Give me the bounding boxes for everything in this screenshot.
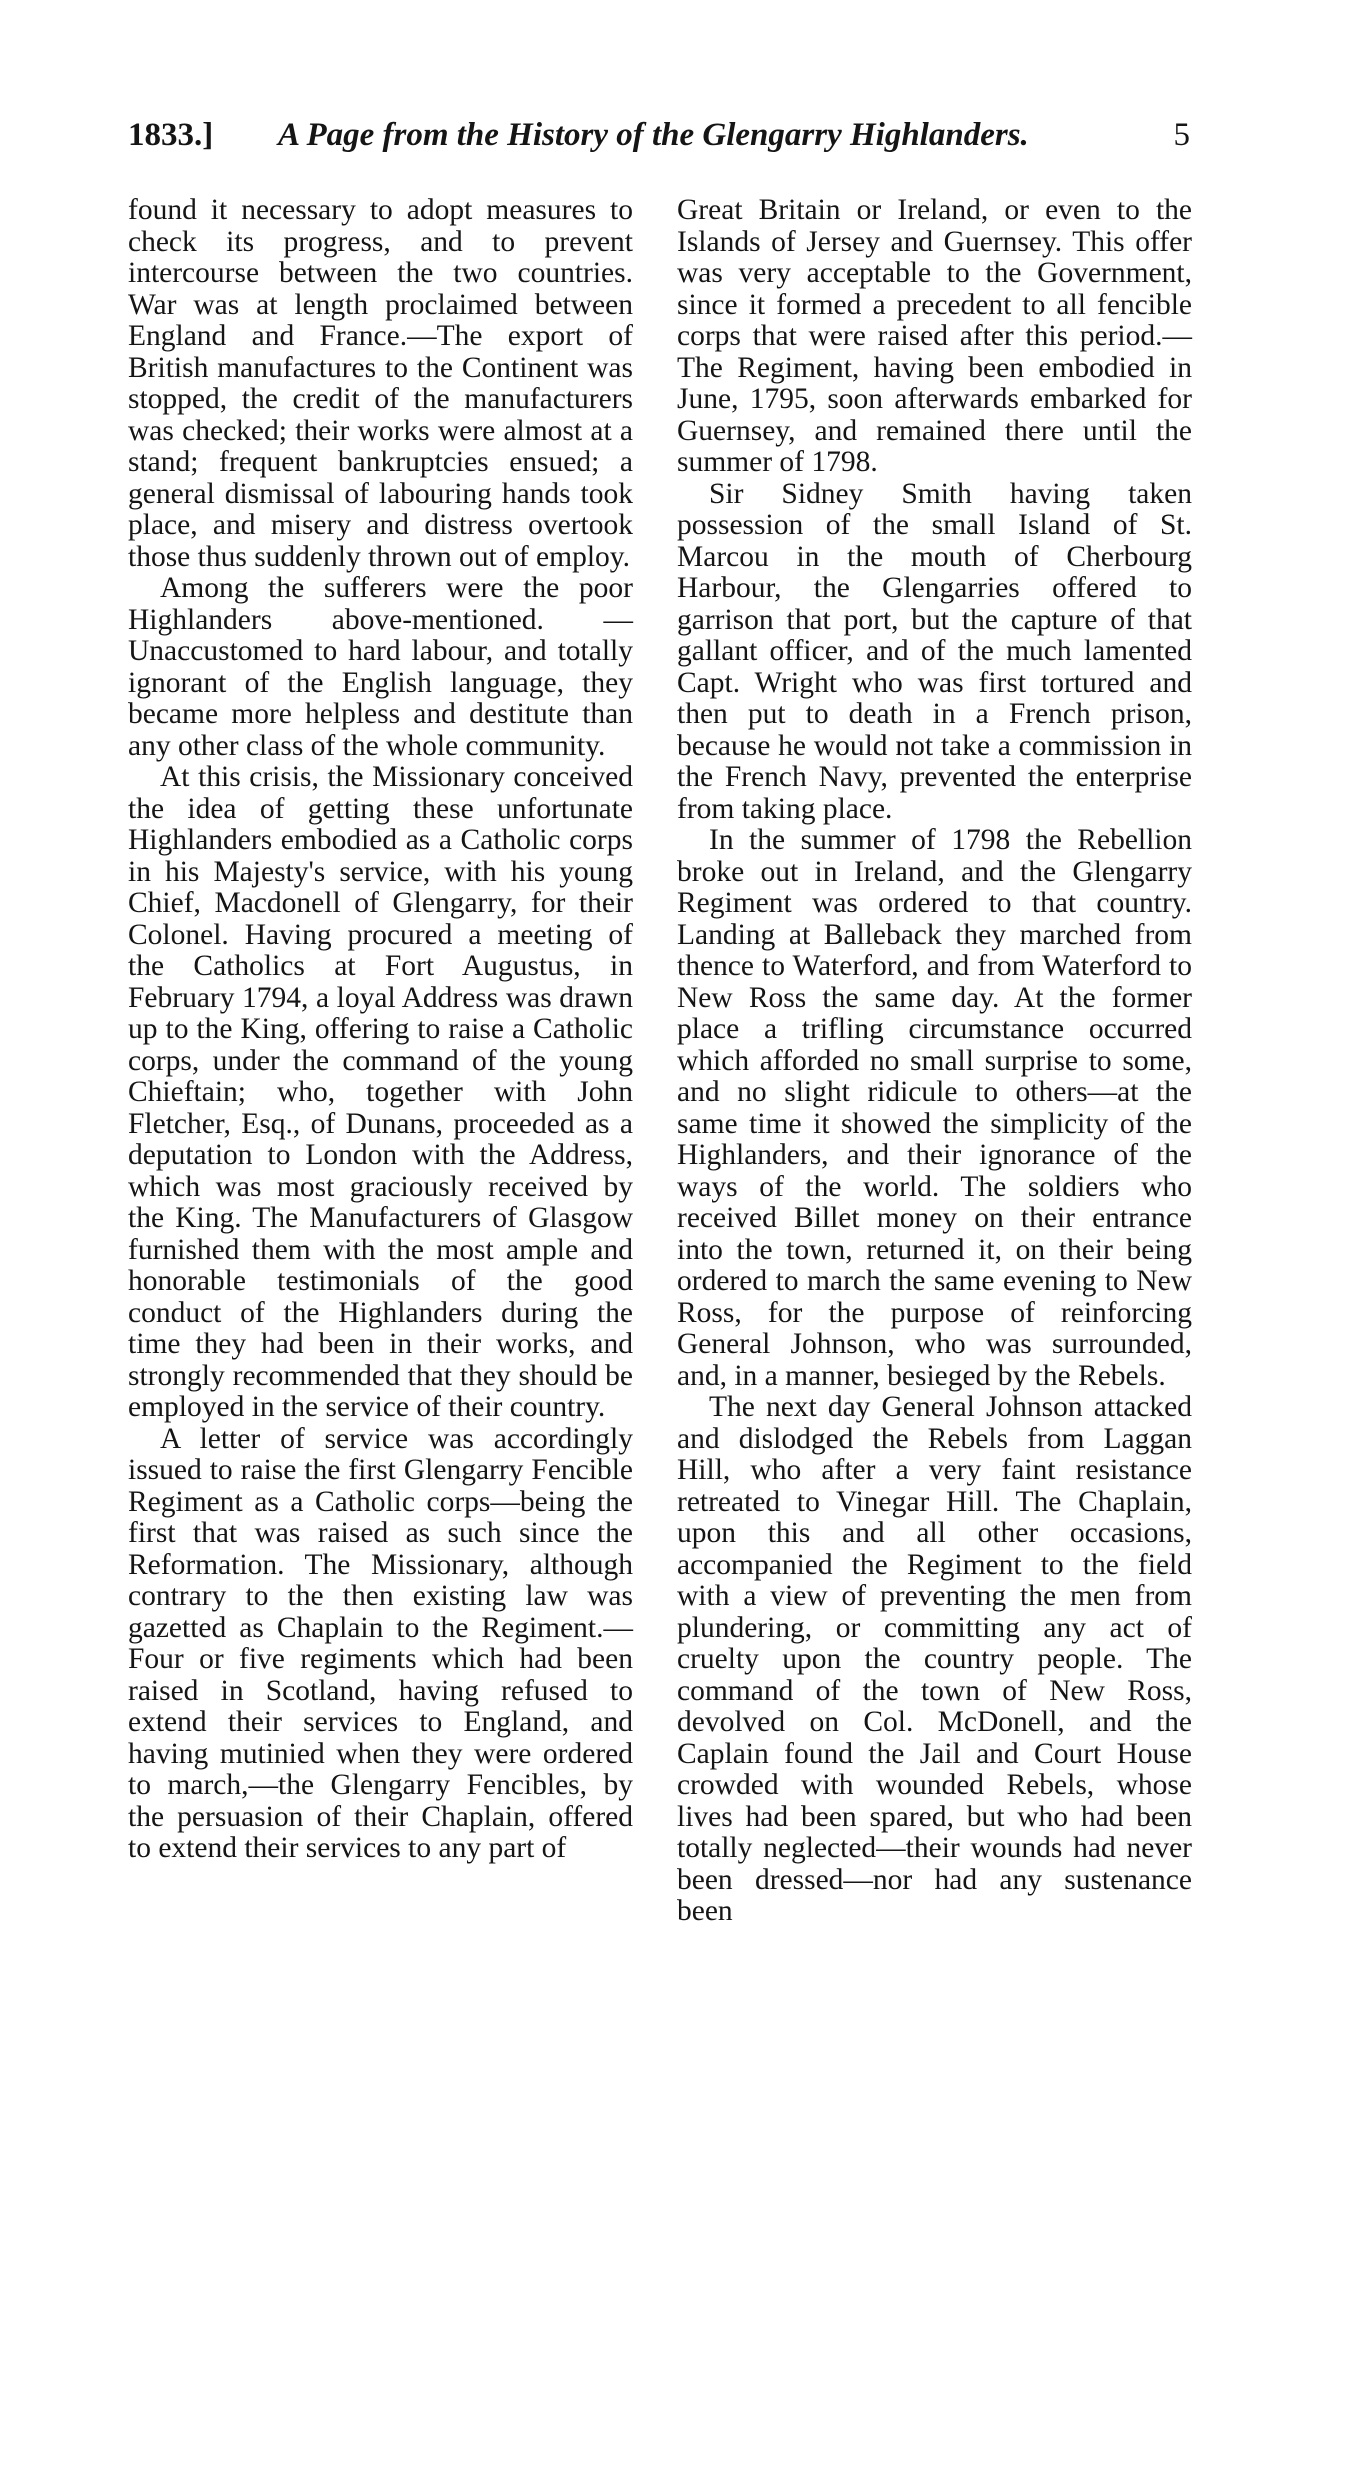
paragraph-left-2: Among the sufferers were the poor Highlanders above-mentioned. —Unaccustomed to hard labour, and totally ignorant of the English language, they became more helpless and destitute than any other class of the whole community. — [128, 572, 633, 762]
left-column — [128, 195, 633, 1865]
paragraph-left-4: A letter of service was accordingly issued to raise the first Glengarry Fencible Regiment as a Catholic corps—being the first that was raised as such since the Reformation. The Missionary, although contrary to the then existing law was gazetted as Chaplain to the Regiment.—Four or five regiments which had been raised in Scotland, having refused to extend their services to England, and having mutinied when they were ordered to march,—the Glengarry Fencibles, by the persuasion of their Chaplain, offered to extend their services to any part of — [128, 1422, 633, 1864]
running-header — [128, 110, 1190, 160]
paragraph-right-4: The next day General Johnson attacked and dislodged the Rebels from Laggan Hill, who after a very faint resistance retreated to Vinegar Hill. The Chaplain, upon this and all other occasions, accompanied the Regiment to the field with a view of preventing the men from plundering, or committing any act of cruelty upon the country people. The command of the town of New Ross, devolved on Col. McDonell, and the Caplain found the Jail and Court House crowded with wounded Rebels, whose lives had been spared, but who had been totally neglected—their wounds had never been dressed—nor had any sustenance been — [677, 1391, 1192, 1927]
paragraph-right-2: Sir Sidney Smith having taken possession of the small Island of St. Marcou in the mouth of Cherbourg Harbour, the Glengarries offered to garrison that port, but the capture of that gallant officer, and of the much lamented Capt. Wright who was first tortured and then put to death in a French prison, because he would not take a commission in the French Navy, prevented the enterprise from taking place. — [677, 477, 1192, 825]
paragraph-left-3: At this crisis, the Missionary conceived the idea of getting these unfortunate Highlanders embodied as a Catholic corps in his Majesty's service, with his young Chief, Macdonell of Glengarry, for their Colonel. Having procured a meeting of the Catholics at Fort Augustus, in February 1794, a loyal Address was drawn up to the King, offering to raise a Catholic corps, under the command of the young Chieftain; who, together with John Fletcher, Esq., of Dunans, proceeded as a deputation to London with the Address, which was most graciously received by the King. The Manufacturers of Glasgow furnished them with the most ample and honorable testimonials of the good conduct of the Highlanders during the time they had been in their works, and strongly recommended that they should be employed in the service of their country. — [128, 761, 633, 1423]
paragraph-right-1: Great Britain or Ireland, or even to the Islands of Jersey and Guernsey. This offer was very acceptable to the Government, since it formed a precedent to all fencible corps that were raised after this period.—The Regiment, having been embodied in June, 1795, soon afterwards embarked for Guernsey, and remained there until the summer of 1798. — [677, 194, 1192, 478]
right-column — [677, 195, 1192, 1928]
header-year: 1833.] — [128, 117, 214, 153]
paragraph-right-3: In the summer of 1798 the Rebellion broke out in Ireland, and the Glengarry Regiment was ordered to that country. Landing at Balleback they marched from thence to Waterford, and from Waterford to New Ross the same day. At the former place a trifling circumstance occurred which afforded no small surprise to some, and no slight ridicule to others—at the same time it showed the simplicity of the Highlanders, and their ignorance of the ways of the world. The soldiers who received Billet money on their entrance into the town, returned it, on their being ordered to march the same evening to New Ross, for the purpose of reinforcing General Johnson, who was surrounded, and, in a manner, besieged by the Rebels. — [677, 824, 1192, 1392]
page-number: 5 — [1173, 117, 1190, 153]
header-title: A Page from the History of the Glengarry Highlanders. — [278, 117, 1029, 153]
paragraph-left-1: found it necessary to adopt measures to check its progress, and to prevent intercourse between the two countries. War was at length proclaimed between England and France.—The export of British manufactures to the Continent was stopped, the credit of the manufacturers was checked; their works were almost at a stand; frequent bankruptcies ensued; a general dismissal of labouring hands took place, and misery and distress overtook those thus suddenly thrown out of employ. — [128, 194, 633, 573]
